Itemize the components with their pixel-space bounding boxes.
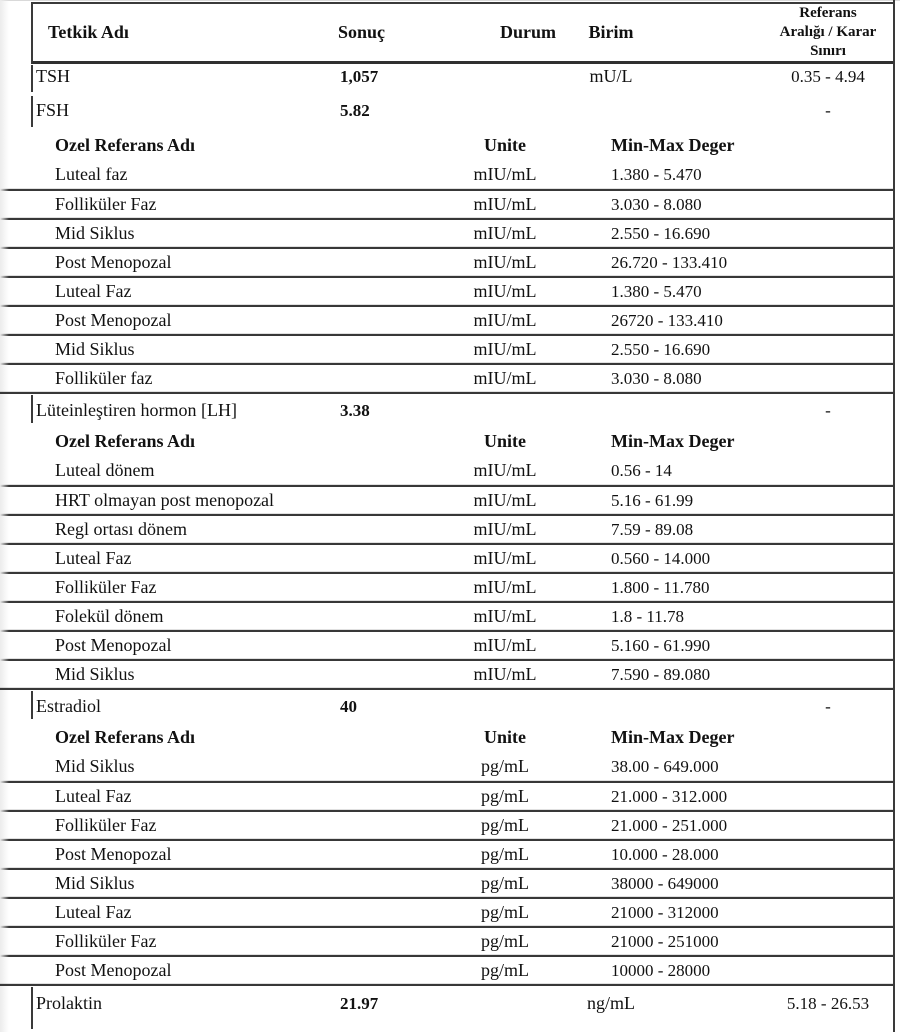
- sub-unit: mIU/mL: [473, 252, 537, 272]
- header-reference-line1: Referans: [799, 5, 857, 21]
- sub-unit: pg/mL: [481, 815, 529, 835]
- sub-range: 10.000 - 28.000: [611, 844, 719, 864]
- sub-unit: pg/mL: [481, 902, 529, 922]
- header-status: Durum: [499, 22, 556, 42]
- sub-range: 38000 - 649000: [611, 873, 719, 893]
- sub-unit: pg/mL: [481, 786, 529, 806]
- sub-name: Folliküler Faz: [55, 815, 157, 835]
- subtable-row: [0, 485, 894, 514]
- sub-name: Mid Siklus: [55, 223, 135, 243]
- sub-range: 5.160 - 61.990: [611, 635, 711, 655]
- sub-name: Folliküler Faz: [55, 931, 157, 951]
- sub-name: Post Menopozal: [55, 844, 172, 864]
- sub-name: HRT olmayan post menopozal: [55, 490, 275, 510]
- sub-header-name: Ozel Referans Adı: [55, 134, 195, 155]
- sub-range: 10000 - 28000: [611, 960, 711, 980]
- subtable-row: [0, 218, 894, 247]
- sub-unit: mIU/mL: [473, 164, 537, 184]
- subtable-header: [0, 426, 894, 456]
- header-result: Sonuç: [338, 22, 386, 42]
- sub-unit: mIU/mL: [473, 606, 537, 626]
- sub-name: Regl ortası dönem: [55, 519, 187, 539]
- test-name: Prolaktin: [36, 993, 102, 1013]
- sub-unit: mIU/mL: [473, 548, 537, 568]
- sub-header-range: Min-Max Deger: [611, 726, 735, 747]
- sub-name: Luteal Faz: [55, 786, 132, 806]
- subtable-row: [0, 630, 894, 659]
- header-reference-line2: Aralığı / Karar: [779, 24, 877, 40]
- sub-name: Post Menopozal: [55, 252, 172, 272]
- subtable-row: [0, 781, 894, 810]
- subtable-row: [0, 897, 894, 926]
- sub-range: 38.00 - 649.000: [611, 756, 719, 776]
- sub-header-unit: Unite: [484, 134, 526, 155]
- test-reference: 0.35 - 4.94: [791, 67, 865, 86]
- sub-range: 26.720 - 133.410: [611, 252, 728, 272]
- sub-name: Luteal dönem: [55, 460, 155, 480]
- subtable-row: [0, 276, 894, 305]
- test-result: 40: [340, 697, 357, 716]
- header-reference-line3: Sınırı: [810, 43, 846, 59]
- subtable-row: [0, 247, 894, 276]
- sub-range: 0.56 - 14: [611, 460, 672, 480]
- sub-range: 7.59 - 89.08: [611, 519, 694, 539]
- test-name: Estradiol: [36, 696, 101, 716]
- subtable-row: [0, 868, 894, 897]
- header-unit: Birim: [588, 22, 634, 42]
- sub-name: Folliküler Faz: [55, 194, 157, 214]
- subtable-row: [0, 752, 894, 781]
- sub-unit: mIU/mL: [473, 223, 537, 243]
- results-table: [0, 64, 900, 1032]
- sub-name: Post Menopozal: [55, 960, 172, 980]
- test-name: FSH: [36, 100, 70, 120]
- sub-range: 21.000 - 312.000: [611, 786, 728, 806]
- subtable-row: [0, 926, 894, 955]
- test-row: [0, 95, 894, 130]
- test-name: TSH: [36, 66, 71, 86]
- subtable-row: [0, 955, 894, 984]
- sub-range: 2.550 - 16.690: [611, 339, 711, 359]
- sub-unit: pg/mL: [481, 960, 529, 980]
- sub-name: Mid Siklus: [55, 664, 135, 684]
- scan-left-shade: [0, 0, 9, 1032]
- test-reference: 5.18 - 26.53: [786, 994, 870, 1013]
- sub-unit: mIU/mL: [473, 194, 537, 214]
- test-row: [0, 64, 894, 95]
- sub-range: 21000 - 251000: [611, 931, 719, 951]
- test-unit: ng/mL: [587, 993, 635, 1013]
- subtable-row: [0, 514, 894, 543]
- header-row: [31, 2, 893, 64]
- sub-range: 1.800 - 11.780: [611, 577, 710, 597]
- subtable-row: [0, 189, 894, 218]
- sub-unit: pg/mL: [481, 931, 529, 951]
- sub-name: Luteal faz: [55, 164, 128, 184]
- test-row: [0, 392, 894, 426]
- sub-name: Post Menopozal: [55, 635, 172, 655]
- test-reference: -: [825, 697, 831, 716]
- subtable-header: [0, 722, 894, 752]
- subtable-row: [0, 810, 894, 839]
- sub-unit: mIU/mL: [473, 490, 537, 510]
- sub-range: 1.380 - 5.470: [611, 281, 702, 301]
- sub-header-name: Ozel Referans Adı: [55, 430, 195, 451]
- sub-name: Luteal Faz: [55, 281, 132, 301]
- sub-name: Mid Siklus: [55, 873, 135, 893]
- test-row: [0, 984, 894, 1032]
- test-reference: -: [825, 401, 831, 420]
- sub-range: 0.560 - 14.000: [611, 548, 711, 568]
- sub-unit: mIU/mL: [473, 577, 537, 597]
- sub-unit: pg/mL: [481, 873, 529, 893]
- sub-name: Folliküler Faz: [55, 577, 157, 597]
- sub-range: 1.8 - 11.78: [611, 606, 685, 626]
- subtable-row: [0, 543, 894, 572]
- test-row: [0, 688, 894, 722]
- test-unit: mU/L: [589, 66, 633, 86]
- sub-unit: mIU/mL: [473, 664, 537, 684]
- sub-header-unit: Unite: [484, 430, 526, 451]
- sub-unit: pg/mL: [481, 844, 529, 864]
- header-reference: [644, 4, 893, 61]
- sub-range: 21.000 - 251.000: [611, 815, 728, 835]
- sub-unit: mIU/mL: [473, 339, 537, 359]
- subtable-row: [0, 839, 894, 868]
- table-right-border: [893, 0, 895, 1032]
- sub-range: 3.030 - 8.080: [611, 368, 702, 388]
- subtable-row: [0, 363, 894, 392]
- subtable-row: [0, 160, 894, 189]
- sub-range: 5.16 - 61.99: [611, 490, 694, 510]
- sub-name: Mid Siklus: [55, 339, 135, 359]
- test-result: 1,057: [340, 67, 379, 86]
- test-name: Lüteinleştiren hormon [LH]: [36, 400, 237, 420]
- sub-range: 7.590 - 89.080: [611, 664, 711, 684]
- sub-range: 21000 - 312000: [611, 902, 719, 922]
- test-result: 3.38: [340, 401, 370, 420]
- subtable-row: [0, 659, 894, 688]
- subtable-row: [0, 572, 894, 601]
- sub-name: Folekül dönem: [55, 606, 164, 626]
- header-test-name: Tetkik Adı: [48, 22, 129, 42]
- sub-name: Mid Siklus: [55, 756, 135, 776]
- subtable-row: [0, 305, 894, 334]
- subtable-header: [0, 130, 894, 160]
- sub-name: Folliküler faz: [55, 368, 153, 388]
- sub-header-name: Ozel Referans Adı: [55, 726, 195, 747]
- sub-header-unit: Unite: [484, 726, 526, 747]
- sub-name: Post Menopozal: [55, 310, 172, 330]
- sub-range: 26720 - 133.410: [611, 310, 723, 330]
- sub-range: 1.380 - 5.470: [611, 164, 702, 184]
- sub-header-range: Min-Max Deger: [611, 134, 735, 155]
- sub-range: 2.550 - 16.690: [611, 223, 711, 243]
- sub-name: Luteal Faz: [55, 548, 132, 568]
- sub-unit: pg/mL: [481, 756, 529, 776]
- sub-unit: mIU/mL: [473, 368, 537, 388]
- sub-unit: mIU/mL: [473, 519, 537, 539]
- sub-unit: mIU/mL: [473, 310, 537, 330]
- test-result: 21.97: [340, 994, 379, 1013]
- sub-name: Luteal Faz: [55, 902, 132, 922]
- sub-unit: mIU/mL: [473, 635, 537, 655]
- sub-range: 3.030 - 8.080: [611, 194, 702, 214]
- test-result: 5.82: [340, 101, 370, 120]
- test-reference: -: [825, 101, 831, 120]
- subtable-row: [0, 456, 894, 485]
- sub-unit: mIU/mL: [473, 281, 537, 301]
- sub-unit: mIU/mL: [473, 460, 537, 480]
- subtable-row: [0, 601, 894, 630]
- scan-top-edge: [0, 0, 900, 1]
- subtable-row: [0, 334, 894, 363]
- sub-header-range: Min-Max Deger: [611, 430, 735, 451]
